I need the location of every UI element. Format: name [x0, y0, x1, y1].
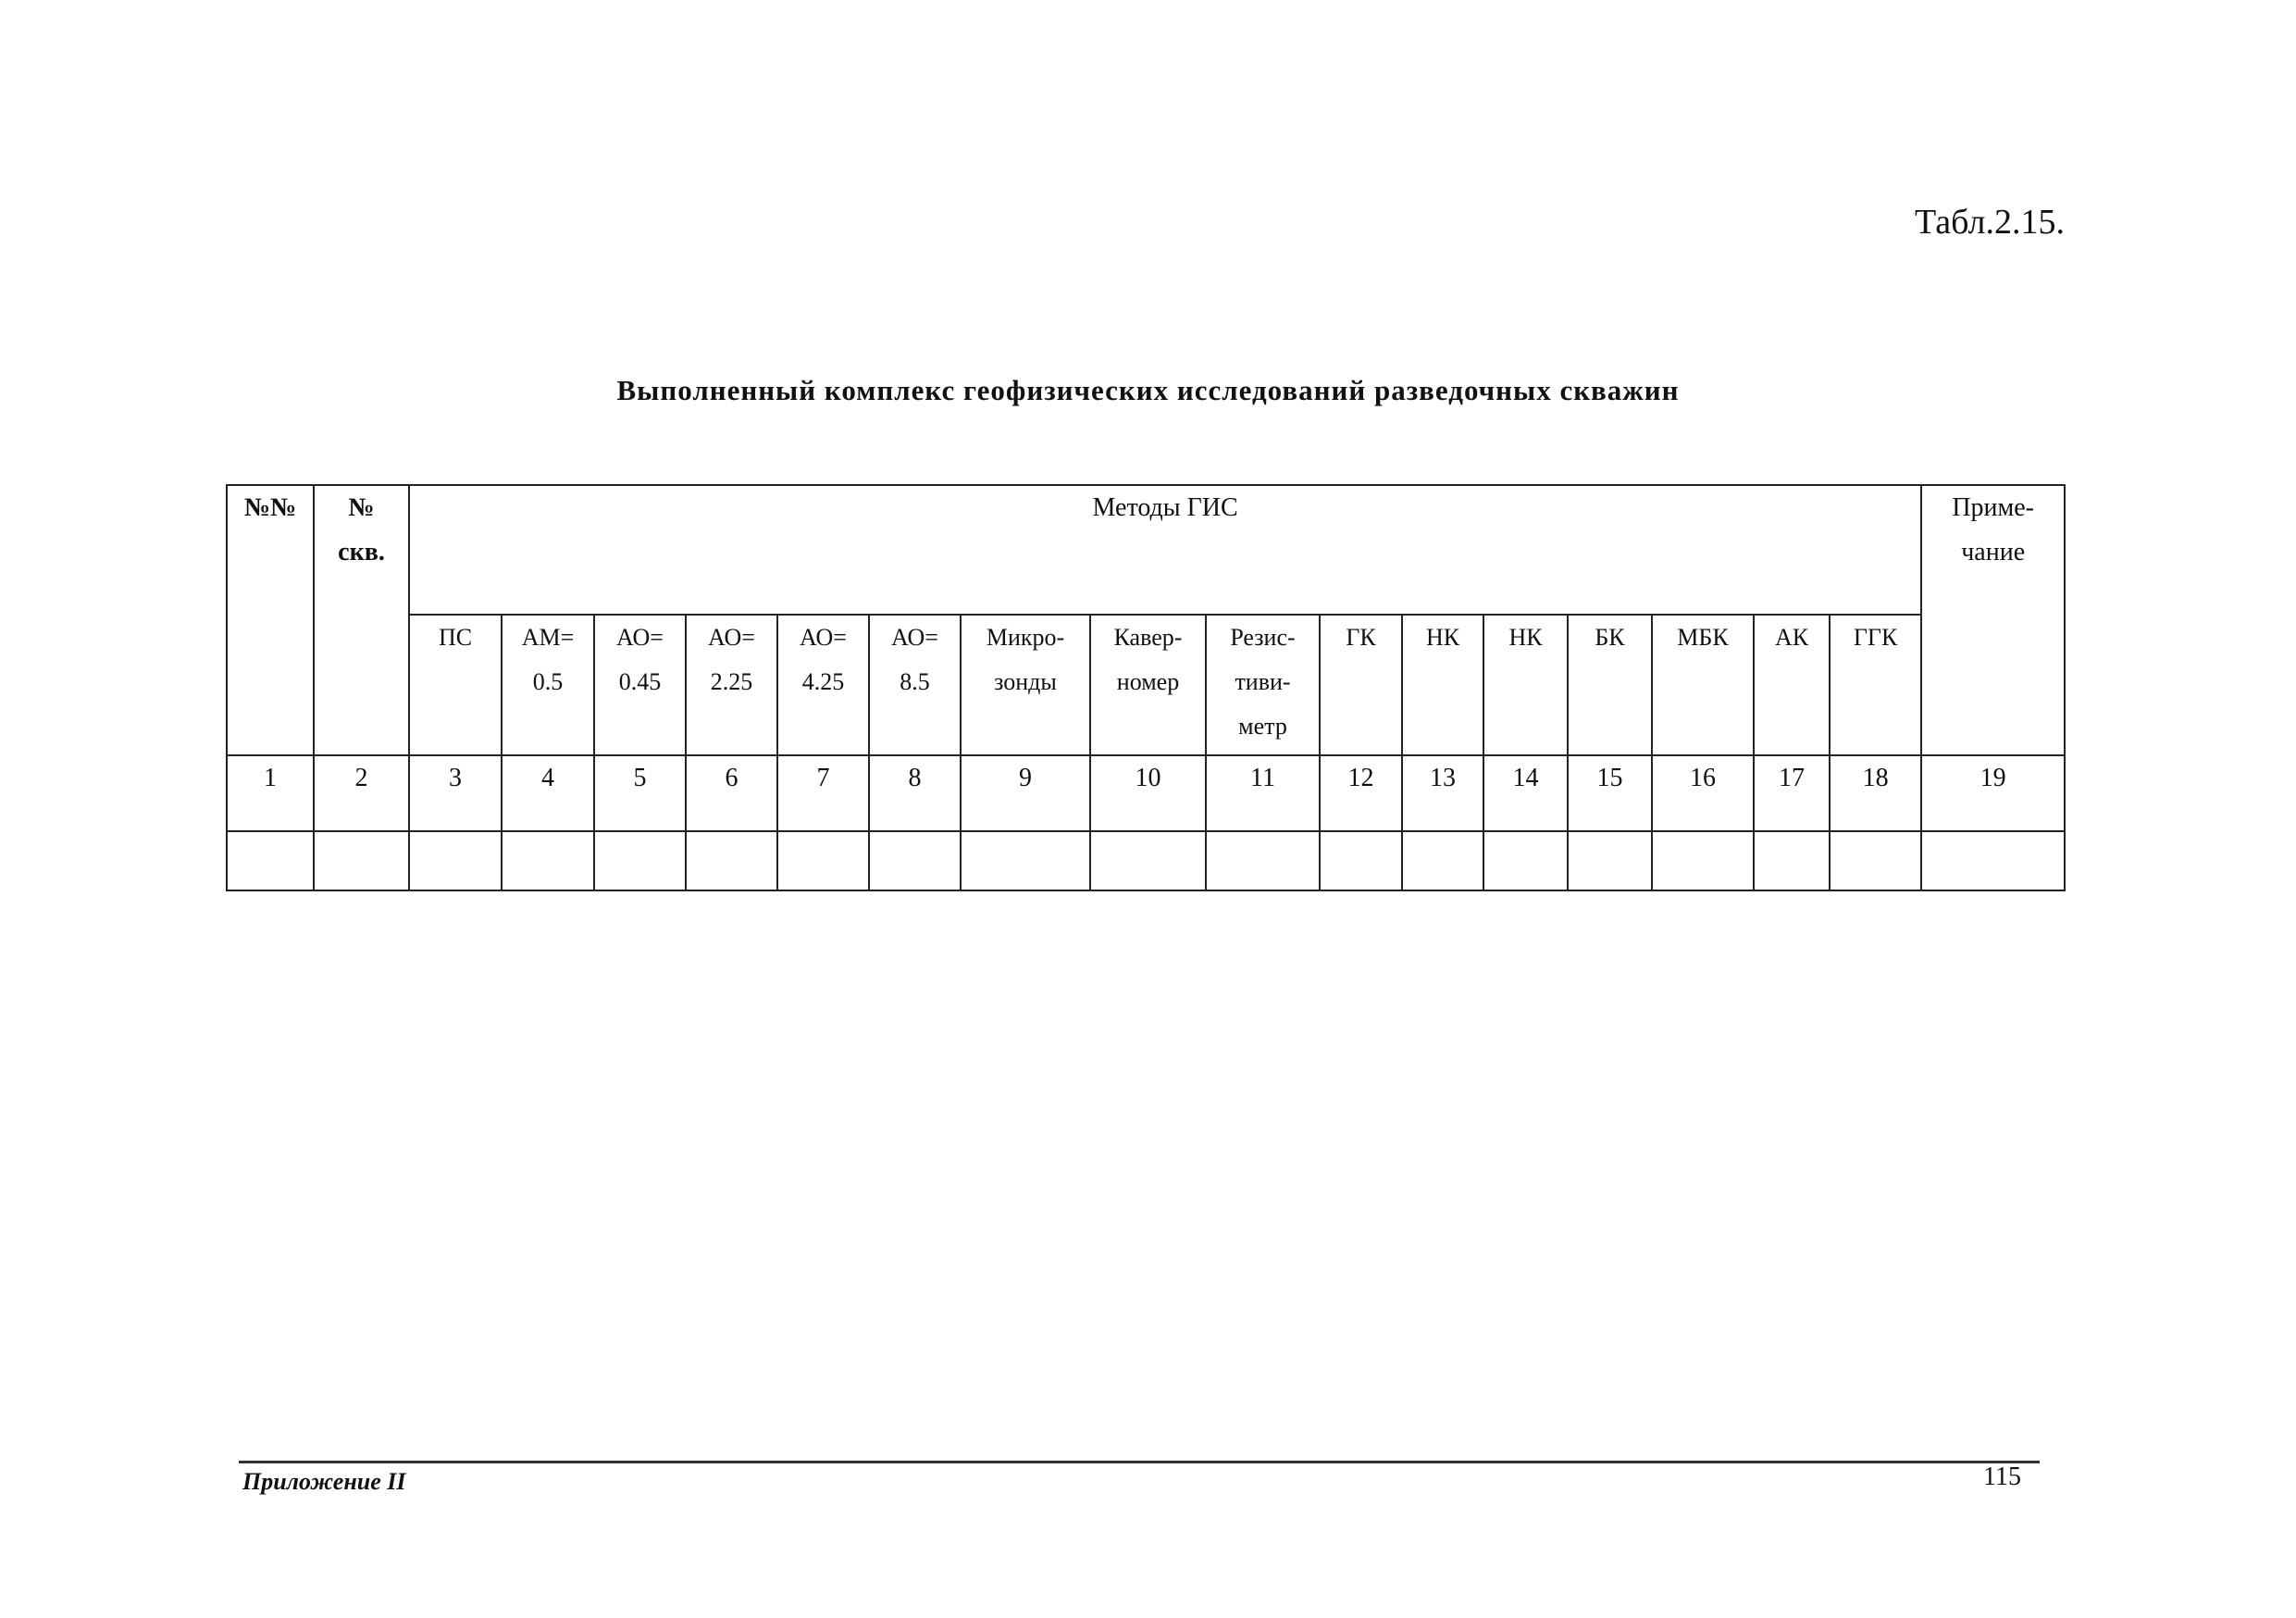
table-cell	[1921, 831, 2065, 890]
table-cell	[1402, 831, 1483, 890]
column-number: 1	[227, 755, 314, 831]
row-number-header: №№	[227, 485, 314, 755]
method-header: АО= 0.45	[594, 615, 686, 755]
method-header: Резис- тиви- метр	[1206, 615, 1320, 755]
method-header: НК	[1483, 615, 1568, 755]
column-number: 7	[777, 755, 869, 831]
table-cell	[1206, 831, 1320, 890]
table-cell	[1754, 831, 1830, 890]
methods-subheader-row	[227, 615, 2065, 755]
table-cell	[1568, 831, 1652, 890]
empty-data-row	[227, 831, 2065, 890]
footer-appendix-label: Приложение II	[242, 1468, 406, 1495]
method-header: АМ= 0.5	[502, 615, 594, 755]
method-header: ПС	[409, 615, 502, 755]
method-header: НК	[1402, 615, 1483, 755]
table-cell	[594, 831, 686, 890]
column-number: 18	[1830, 755, 1921, 831]
document-title: Выполненный комплекс геофизических исследований разведочных скважин	[616, 374, 1680, 406]
column-number: 8	[869, 755, 961, 831]
table-cell	[502, 831, 594, 890]
note-header-line1: Приме-	[1952, 493, 2035, 522]
table-header-row	[227, 485, 2065, 615]
column-number: 19	[1921, 755, 2065, 831]
page-number: 115	[1983, 1462, 2021, 1491]
table-cell	[1090, 831, 1206, 890]
note-header-line2: чание	[1961, 538, 2026, 566]
column-number: 6	[686, 755, 777, 831]
gis-methods-header: Методы ГИС	[409, 485, 1921, 615]
column-number: 9	[961, 755, 1090, 831]
column-number: 4	[502, 755, 594, 831]
table-cell	[227, 831, 314, 890]
table-reference: Табл.2.15.	[1915, 203, 2065, 242]
method-header: АО= 8.5	[869, 615, 961, 755]
column-number: 12	[1320, 755, 1402, 831]
column-number: 11	[1206, 755, 1320, 831]
column-number-row	[227, 755, 2065, 831]
table-cell	[409, 831, 502, 890]
column-number: 2	[314, 755, 409, 831]
method-header: АО= 4.25	[777, 615, 869, 755]
note-header	[1921, 485, 2065, 755]
column-number: 10	[1090, 755, 1206, 831]
column-number: 14	[1483, 755, 1568, 831]
column-number: 5	[594, 755, 686, 831]
table-cell	[1320, 831, 1402, 890]
method-header: Микро- зонды	[961, 615, 1090, 755]
table-cell	[777, 831, 869, 890]
well-number-header-line2: скв.	[338, 538, 385, 566]
column-number: 17	[1754, 755, 1830, 831]
table-cell	[1483, 831, 1568, 890]
method-header: АК	[1754, 615, 1830, 755]
method-header: ГГК	[1830, 615, 1921, 755]
well-number-header	[314, 485, 409, 755]
table-cell	[869, 831, 961, 890]
well-number-header-line1: №	[348, 493, 375, 522]
footer-divider	[239, 1461, 2040, 1463]
gis-methods-table	[226, 484, 2066, 891]
method-header: МБК	[1652, 615, 1754, 755]
table-cell	[686, 831, 777, 890]
table-cell	[961, 831, 1090, 890]
method-header: АО= 2.25	[686, 615, 777, 755]
table-cell	[314, 831, 409, 890]
table-cell	[1830, 831, 1921, 890]
column-number: 3	[409, 755, 502, 831]
method-header: ГК	[1320, 615, 1402, 755]
table-cell	[1652, 831, 1754, 890]
column-number: 16	[1652, 755, 1754, 831]
method-header: БК	[1568, 615, 1652, 755]
column-number: 15	[1568, 755, 1652, 831]
column-number: 13	[1402, 755, 1483, 831]
method-header: Кавер- номер	[1090, 615, 1206, 755]
